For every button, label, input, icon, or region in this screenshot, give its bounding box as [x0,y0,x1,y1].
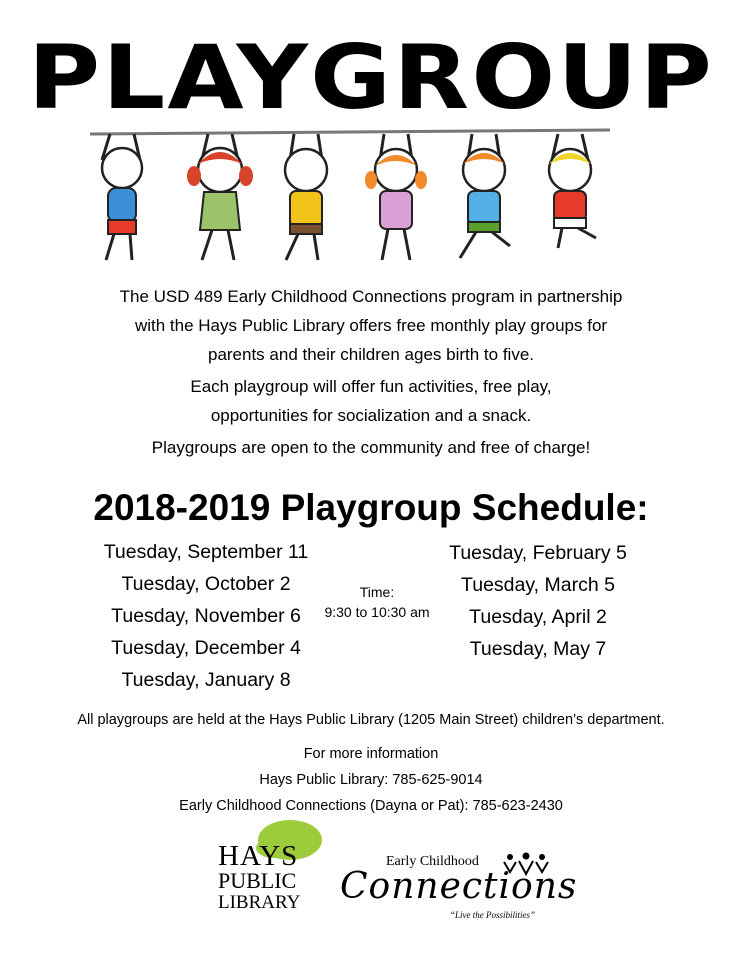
activities-line: Each playgroup will offer fun activities, free play, [190,377,552,396]
schedule-date: Tuesday, December 4 [111,637,301,659]
schedule-date: Tuesday, October 2 [121,573,291,595]
schedule-heading: 2018-2019 Playgroup Schedule: [93,487,649,528]
schedule-date: Tuesday, September 11 [103,541,309,563]
intro-line: The USD 489 Early Childhood Connections program in partnership [119,287,623,306]
activities-paragraph [0,372,742,430]
kid-figure [285,134,327,260]
schedule-right-column [430,537,646,665]
schedule-left-column [88,536,324,696]
schedule-date: Tuesday, April 2 [469,606,607,628]
hays-public-library-logo [214,820,324,920]
hanging-bar [90,130,610,134]
ecc-logo-main: Connections [340,866,578,907]
kid-figure [365,134,427,260]
kid-figure [460,134,510,258]
schedule-date: Tuesday, May 7 [469,638,607,660]
contact-info [0,741,742,819]
contact-library: Hays Public Library: 785-625-9014 [259,772,483,788]
schedule-date: Tuesday, January 8 [121,669,291,691]
schedule-date: Tuesday, February 5 [449,542,627,564]
intro-line: with the Hays Public Library offers free monthly play groups for [134,316,608,335]
hanging-kids-illustration [80,120,620,280]
ecc-logo-top: Early Childhood [386,854,479,869]
kid-figure [549,134,596,248]
page-title: PLAYGROUP [27,26,715,129]
open-note: Playgroups are open to the community and free of charge! [151,438,591,457]
contact-intro: For more information [303,746,439,762]
contact-ecc: Early Childhood Connections (Dayna or Pat): 785-623-2430 [179,798,563,814]
intro-paragraph [0,282,742,369]
hays-logo-line: LIBRARY [218,892,301,913]
early-childhood-connections-logo [338,852,578,922]
activities-line: opportunities for socialization and a snack. [210,406,532,425]
time-value: 9:30 to 10:30 am [324,604,430,620]
kid-figure [102,134,142,260]
ecc-logo-tagline: “Live the Possibilities” [450,910,536,920]
schedule-date: Tuesday, November 6 [111,605,301,627]
hays-logo-line: HAYS [218,840,299,872]
schedule-date: Tuesday, March 5 [461,574,615,596]
intro-line: parents and their children ages birth to five. [207,345,535,364]
time-label: Time: [359,584,395,600]
kid-figure [187,134,253,260]
hays-logo-line: PUBLIC [218,868,297,893]
location-note: All playgroups are held at the Hays Public Library (1205 Main Street) children’s department. [77,712,665,728]
